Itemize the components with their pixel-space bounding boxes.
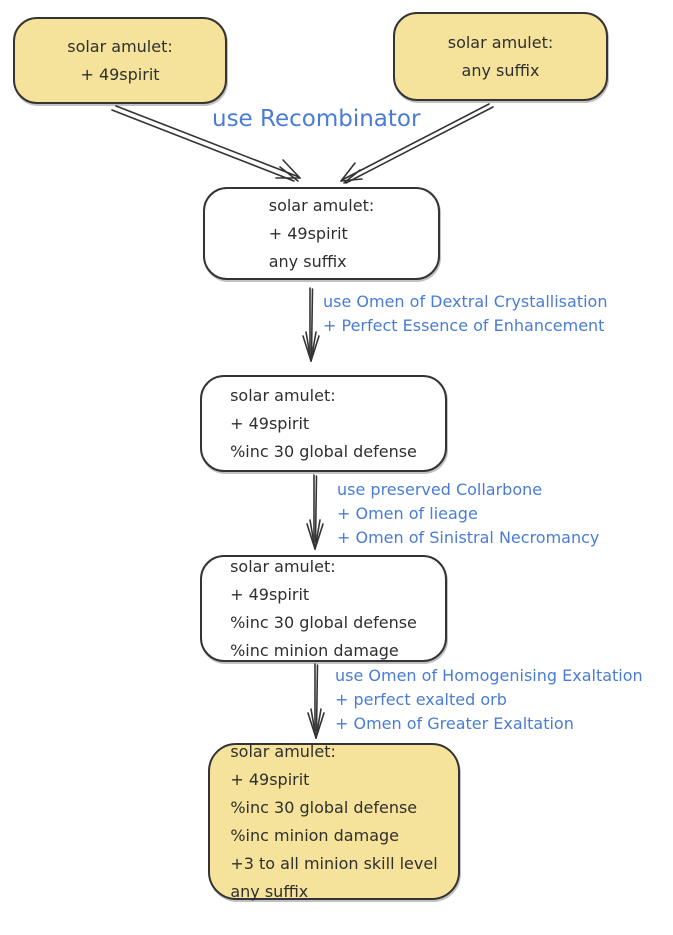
node-input-a <box>13 17 227 104</box>
edge-label-line: + Omen of Greater Exaltation <box>335 714 574 733</box>
edge-label-recombinator <box>212 104 420 134</box>
edge-label-line: use Recombinator <box>212 106 421 132</box>
edge-label-step2 <box>337 478 599 550</box>
node-after-essence <box>200 375 447 472</box>
node-line: any suffix <box>461 60 540 80</box>
node-text <box>230 553 417 665</box>
node-text <box>269 192 375 276</box>
edge-label-line: + Omen of lieage <box>337 504 478 523</box>
node-input-b <box>393 12 608 101</box>
node-text <box>230 382 417 466</box>
node-text <box>230 738 437 906</box>
arrow-after-essence-to-after-collarbone <box>307 475 323 549</box>
node-text <box>448 29 554 85</box>
edge-label-line: + Omen of Sinistral Necromancy <box>337 528 600 547</box>
node-line: + 49spirit <box>268 223 348 243</box>
edge-label-step3 <box>335 664 643 736</box>
node-line: solar amulet: <box>230 385 336 405</box>
node-line: + 49spirit <box>230 413 310 433</box>
node-after-collarbone <box>200 555 447 662</box>
node-line: + 49spirit <box>80 64 160 84</box>
node-line: solar amulet: <box>268 195 375 215</box>
edge-label-line: use Omen of Homogenising Exaltation <box>335 666 643 685</box>
arrow-recombined-to-after-essence <box>303 288 319 361</box>
node-recombined <box>203 187 440 280</box>
edge-label-line: + perfect exalted orb <box>335 690 507 709</box>
node-line: solar amulet: <box>230 556 336 576</box>
node-line: solar amulet: <box>447 32 554 52</box>
edge-label-line: use preserved Collarbone <box>337 480 543 499</box>
node-line: + 49spirit <box>230 769 310 789</box>
node-line: %inc 30 global defense <box>230 612 417 632</box>
node-line: solar amulet: <box>67 36 173 56</box>
node-line: %inc minion damage <box>230 640 399 660</box>
node-text <box>67 33 173 89</box>
node-line: %inc 30 global defense <box>230 441 417 461</box>
edge-label-step1 <box>323 290 607 338</box>
node-line: any suffix <box>268 251 347 271</box>
arrow-after-collarbone-to-final <box>308 664 324 738</box>
node-line: %inc 30 global defense <box>230 797 418 817</box>
node-final-item <box>208 743 460 900</box>
node-line: +3 to all minion skill level <box>230 853 438 873</box>
node-line: %inc minion damage <box>230 825 399 845</box>
edge-label-line: use Omen of Dextral Crystallisation <box>323 292 608 311</box>
node-line: any suffix <box>230 881 309 901</box>
node-line: solar amulet: <box>230 741 336 761</box>
node-line: + 49spirit <box>230 584 310 604</box>
edge-label-line: + Perfect Essence of Enhancement <box>323 316 605 335</box>
